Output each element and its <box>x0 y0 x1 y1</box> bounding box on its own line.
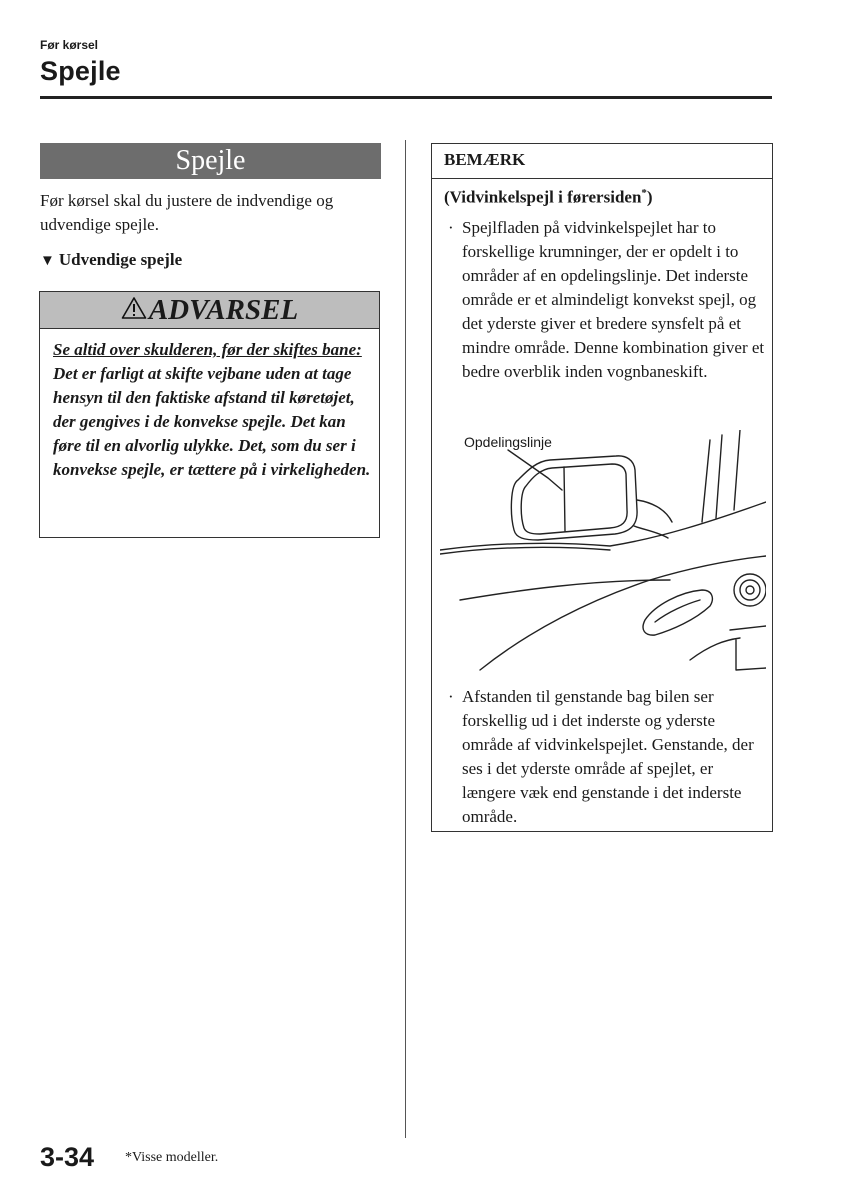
side-mirror-drawing <box>440 430 766 678</box>
bullet-text: Afstanden til genstande bag bilen ser forskellig ud i det inderste og yderste område af vidvinkelspejlet. Genstande, der ses i det yderste område af spejlet, er længere væk end genstande i det inderste område. <box>462 687 754 826</box>
note-bullet-2 <box>448 685 768 829</box>
warning-lead: Se altid over skulderen, før der skiftes bane: <box>53 340 362 359</box>
chapter-label: Før kørsel <box>40 38 99 52</box>
triangle-down-icon: ▼ <box>40 253 55 269</box>
bullet-text: Spejlfladen på vidvinkelspejlet har to forskellige krumninger, der er opdelt i to områder af en opdelingslinje. Det inderste område er et almindeligt konvekst spejl, og det yderste giver et bredere synsfelt på et mindre område. Denne kombination giver et bedre overblik inden vognbaneskift. <box>462 218 765 381</box>
sub-heading <box>40 250 182 270</box>
warning-box <box>39 291 380 538</box>
mirror-illustration <box>440 430 766 678</box>
warning-text: Det er farligt at skifte vejbane uden at tage hensyn til den faktiske afstand til køretøjet, der gengives i de konvekse spejle. Det kan føre til en alvorlig ulykke. Det, som du ser i konvekse spejle, er tættere på i virkeligheden. <box>53 364 371 479</box>
page-title: Spejle <box>40 56 121 86</box>
warning-header <box>40 292 379 329</box>
warning-title: ADVARSEL <box>148 294 299 326</box>
bullet-dot: · <box>448 218 454 237</box>
column-divider <box>405 140 406 1138</box>
footnote: *Visse modeller. <box>125 1150 219 1165</box>
note-header <box>432 144 772 179</box>
sub-heading-label: Udvendige spejle <box>58 250 183 269</box>
note-bullet-1 <box>448 216 768 384</box>
figure-label: Opdelingslinje <box>464 434 552 450</box>
note-subheading: (Vidvinkelspejl i førersiden*) <box>444 187 653 207</box>
header-rule <box>40 96 772 99</box>
warning-triangle-icon <box>121 296 147 320</box>
intro-text: Før kørsel skal du justere de indvendige og udvendige spejle. <box>40 191 334 234</box>
footnote-mark: * <box>641 187 647 199</box>
bullet-dot: · <box>448 687 454 706</box>
section-title-bar: Spejle <box>40 143 381 179</box>
warning-body <box>53 338 373 482</box>
note-label: BEMÆRK <box>444 150 526 169</box>
note-box <box>431 143 773 832</box>
page-number: 3-34 <box>40 1142 95 1172</box>
